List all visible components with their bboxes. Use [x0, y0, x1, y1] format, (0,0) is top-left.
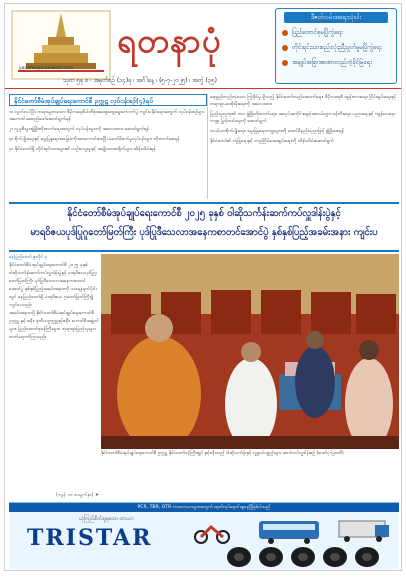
slogan-item: [276, 25, 396, 40]
paper-title: ရတနာပုံ: [117, 21, 222, 60]
photo-caption: နိုင်ငံတော်စီမံအုပ်ချုပ်ရေးကောင်စီ ဥက္ကဋ္ဌ နိုင်ငံတော်ဝန်ကြီးချုပ် နှင့်ဇနီးသည် ဝါဆိုသင်္ကန်းနှင့် လှူဖွယ်ပစ္စည်းများ ဆက်ကပ်လှူဒါန်းစဉ် (ဓာတ်ပုံ-မြဝတီ): [101, 451, 344, 456]
slogan-title: ဒီဇတ်လမ်းအရေးသုံးပါး: [284, 12, 388, 23]
issue-line: သုတ ၅ခု ၈ ၊ အမှတ်စဉ် (၁၄)ခု ၊ အင်္ဂါနေ့ ၊ (၅-၇-၂၀၂၅) ၊ အတွဲ (၃၅): [63, 77, 217, 84]
slogan-item-text: အချုပ်အခြာအာဏာတည်တံ့ခိုင်မြဲရေး: [292, 59, 372, 66]
objective-paragraph: ရေရှည်တည်တံ့သော ကြံ့ခိုင်မှု ရှိသည့် နိုင်ငံတော်တည်ဆောက်ရေး၊ ဒီမိုကရေစီ ထွန်းကားရေး၊ ငြိမ်းချမ်းရေးနှင့် တရားဥပဒေစိုးမိုးရေးကို အလေးထား: [210, 95, 397, 107]
ad-brand-subtitle: ယုံကြည်စိတ်ချရသော တာယာ: [79, 516, 134, 522]
main-headline: [9, 204, 399, 250]
objective-paragraph: ပြည်သူလူထု၏ ဘဝ ဖွံ့ဖြိုးတိုးတက်ရေး၊ အလုပ်အကိုင်အခွင့်အလမ်းများ ဖန်တီးရေး၊ ပညာရေးနှင့် ကျန်းမာရေးကဏ္ဍ မြှင့်တင်ရေးကို ဆောင်ရွက်: [210, 112, 396, 124]
objectives-section: [9, 94, 399, 202]
ad-topline: PCR, TBR, OTR ကားတာယာများအတွက် ထုတ်လုပ်ရောင်းချနေပြီဖြစ်ပါသည်: [9, 503, 399, 512]
objective-paragraph: ၁။ လွတ်လပ်ပြီး တရားမျှတသော ဒီမိုကရေစီပါတီစုံအထွေထွေရွေးကောက်ပွဲ ကျင်းပနိုင်ရေးအတွက် လုပ်ငန်းစဉ်များ အကောင်အထည်ဖော်ဆောင်ရွက်ရန်: [9, 110, 205, 122]
tires-and-vehicles-image: [179, 515, 397, 567]
objective-paragraph: နိုင်ငံတော်၏ လုံခြုံရေးနှင့် တည်ငြိမ်အေးချမ်းရေးကို ထိန်းသိမ်းဆောင်ရွက်: [210, 139, 334, 144]
objectives-left-column: [9, 109, 205, 156]
objectives-right-column: [210, 94, 398, 148]
tristar-advertisement[interactable]: [9, 502, 399, 569]
objective-paragraph: လယ်ယာစိုက်ပျိုးရေး၊ မွေးမြူရေးကဏ္ဍများကို ခေတ်မီနည်းပညာဖြင့် ဖွံ့ဖြိုးစေရန်: [210, 129, 344, 134]
ceremony-photo: [101, 254, 399, 449]
main-headline-line-1: နိုင်ငံတော်စီမံအုပ်ချုပ်ရေးကောင်စီ ၂၀၂၅ ခုနှစ် ဝါဆိုသင်္ကန်းဆက်ကပ်လှူဒါန်းပွဲနှင့်: [67, 208, 341, 219]
slogan-item: [276, 40, 396, 55]
objective-paragraph: ၂။ လူမှုစီးပွားဖွံ့ဖြိုးတိုးတက်ရေးအတွက် လုပ်ငန်းများကို အလေးထား ဆောင်ရွက်ရန်: [9, 127, 149, 132]
column-divider: [207, 94, 208, 199]
headline-rule-bottom: [9, 250, 399, 252]
masthead: [5, 4, 401, 89]
continued-link[interactable]: (ကျန် ၁၈ စာမျက်နှာ) ➤: [55, 493, 99, 498]
bullet-icon: [282, 45, 288, 51]
slogan-item-text: တိုင်းရင်းသားစည်းလုံးညီညွတ်မှုမပြိုကွဲရေး: [292, 44, 382, 51]
article-body: [9, 254, 99, 499]
objectives-headline: နိုင်ငံတော်စီမံအုပ်ချုပ်ရေးကောင်စီ ဥက္ကဋ္ဌ လုပ်ငန်းစဉ်(၄)ရပ်: [9, 94, 207, 106]
bullet-icon: [282, 30, 288, 36]
objective-paragraph: ၃။ စိုက်ပျိုးရေးနှင့် မွေးမြူရေးအခြေခံကိုအားကောင်းစေပြီး ခေတ်မီစက်မှုလုပ်ငန်းများ တိုးတက်စေရန်: [9, 137, 180, 142]
objective-paragraph: ၄။ နိုင်ငံတော်ရှိ တိုင်းရင်းသားများ၏ ယဉ်ကျေးမှုနှင့် အမျိုးသားစရိုက်များ ထိန်းသိမ်းရန်: [9, 147, 156, 152]
bullet-icon: [282, 60, 288, 66]
ad-brand-name: TRISTAR: [27, 525, 153, 551]
slogan-box: [275, 8, 397, 84]
newspaper-page: [4, 3, 402, 571]
dateline: နေပြည်တော် ဇူလိုင် ၄: [9, 255, 48, 260]
slogan-item: [276, 55, 396, 70]
main-headline-line-2: မာရဝိဇယပုဒ်ပြုဂူတော်မြတ်ကြီး ပုဒ်ပြုဒီသေလာအနေကစာတင်အောင်ပွဲ နှစ်နှစ်ပြည့်အခမ်းအနား ကျင်းပ: [30, 227, 378, 238]
article-paragraph: နိုင်ငံတော်စီမံအုပ်ချုပ်ရေးကောင်စီ ၂၀၂၅ ခုနှစ် ဝါဆိုသင်္ကန်းဆက်ကပ်လှူဒါန်းပွဲနှင့် မာရဝိဇယပုဒ်ပြုဂူတော်မြတ်ကြီး ပုဒ်ပြုဒီသေလာအနေကစာတင်အောင်ပွဲ နှစ်နှစ်ပြည့်အခမ်းအနားကို ယနေ့နံနက်ပိုင်းတွင် နေပြည်တော်ရှိ မာရဝိဇယ ဂူတော်မြတ်ကြီး၌ ကျင်းပသည်။: [9, 263, 98, 308]
slogan-item-text: ပြည်ထောင်စုမပြိုကွဲရေး: [292, 29, 343, 36]
article-paragraph: အခမ်းအနားသို့ နိုင်ငံတော်စီမံအုပ်ချုပ်ရေးကောင်စီ ဥက္ကဋ္ဌ နှင့် ဇနီး၊ ဒုတိယဥက္ကဋ္ဌနှင့်ဇနီး၊ ကောင်စီအဖွဲ့ဝင်များ၊ ပြည်ထောင်စုဝန်ကြီးများ၊ ဘုရားဖူးပြည်သူများ တက်ရောက်ကြသည်။: [9, 311, 99, 340]
website-url[interactable]: yadanarponnewsm.com: [19, 66, 74, 71]
